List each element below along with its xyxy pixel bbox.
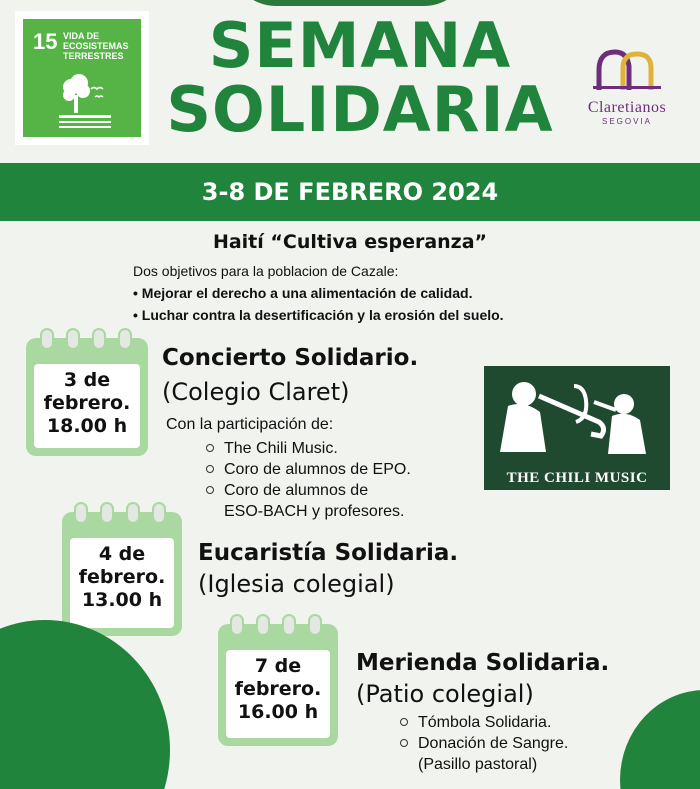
calendar-date (34, 364, 140, 448)
event-month: febrero. (78, 566, 166, 588)
bullet-icon (400, 739, 408, 747)
list-item: Tómbola Solidaria. (400, 712, 568, 733)
intro-goal-2: • Luchar contra la desertificación y la erosión del suelo. (133, 307, 504, 323)
band-caption: THE CHILI MUSIC (506, 470, 648, 486)
list-item: Donación de Sangre. (400, 733, 568, 754)
event-day: 4 de (98, 543, 146, 565)
intro-goal-1: • Mejorar el derecho a una alimentación de calidad. (133, 285, 473, 301)
calendar-ring (92, 328, 106, 350)
list-item: The Chili Music. (206, 438, 411, 459)
calendar-date (226, 650, 330, 738)
list-item: Coro de alumnos de (206, 480, 411, 501)
title-line-2: SOLIDARIA (166, 73, 554, 146)
calendar-ring (66, 328, 80, 350)
calendar-ring (100, 502, 114, 524)
event-items (400, 712, 568, 775)
event-month: febrero. (234, 678, 322, 700)
list-item: ESO-BACH y profesores. (224, 503, 405, 520)
bullet-icon (206, 444, 214, 452)
calendar-date (70, 538, 174, 628)
sdg-badge-inner (23, 19, 141, 137)
sdg-number: 15 (33, 29, 58, 54)
calendar-ring (308, 614, 322, 636)
page-title (150, 9, 570, 146)
event-time: 18.00 h (46, 415, 128, 437)
list-item: (Pasillo pastoral) (418, 756, 538, 773)
event-time: 13.00 h (81, 589, 163, 611)
calendar-ring (126, 502, 140, 524)
date-band: 3-8 DE FEBRERO 2024 (0, 163, 700, 221)
intro-title: Haití “Cultiva esperanza” (212, 231, 488, 253)
event-month: febrero. (43, 392, 131, 414)
decorative-blob (620, 690, 700, 789)
tree-birds-icon (55, 71, 115, 131)
event-lead: Con la participación de: (166, 416, 334, 433)
event-title: Concierto Solidario. (162, 345, 419, 371)
list-item: Coro de alumnos de EPO. (206, 459, 411, 480)
calendar-ring (40, 328, 54, 350)
calendar-ring (118, 328, 132, 350)
sdg-badge (15, 11, 149, 145)
event-day: 7 de (254, 655, 302, 677)
event-items (206, 438, 411, 522)
band-photo (484, 366, 670, 490)
claretianos-logo (572, 44, 682, 126)
logo-name: Claretianos (587, 99, 667, 116)
calendar-icon (218, 624, 338, 746)
top-decoration (230, 0, 470, 6)
event-place: (Iglesia colegial) (198, 570, 395, 598)
bullet-icon (206, 465, 214, 473)
intro-lead: Dos objetivos para la poblacion de Cazale: (133, 263, 399, 279)
event-title: Merienda Solidaria. (356, 650, 610, 676)
sdg-label: VIDA DE ECOSISTEMAS TERRESTRES (63, 31, 129, 61)
calendar-ring (152, 502, 166, 524)
logo-subtitle: SEGOVIA (601, 117, 652, 126)
calendar-ring (256, 614, 270, 636)
calendar-icon (62, 512, 182, 636)
calendar-icon (26, 338, 148, 456)
event-place: (Patio colegial) (356, 680, 534, 708)
event-title: Eucaristía Solidaria. (198, 540, 459, 566)
claretianos-mark-icon (587, 44, 667, 92)
bullet-icon (206, 486, 214, 494)
event-place: (Colegio Claret) (162, 378, 350, 406)
calendar-ring (282, 614, 296, 636)
event-day: 3 de (63, 369, 111, 391)
calendar-ring (230, 614, 244, 636)
event-time: 16.00 h (237, 701, 319, 723)
intro-text (133, 260, 504, 326)
decorative-blob (0, 620, 170, 789)
title-line-1: SEMANA (208, 9, 512, 82)
calendar-ring (74, 502, 88, 524)
bullet-icon (400, 718, 408, 726)
